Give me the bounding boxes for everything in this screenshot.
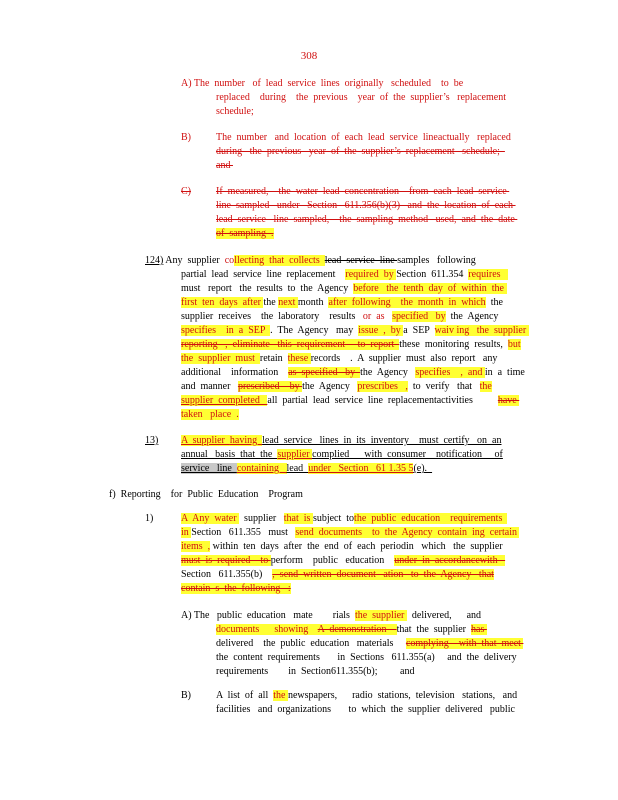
text-run: the supplier must [181, 353, 260, 364]
text-run: requirements in Section611.355(b); and [216, 666, 415, 677]
text-run: samples following [397, 255, 476, 266]
text-run: supplier completed [181, 395, 268, 406]
text-run: prescribes , [357, 381, 408, 392]
text-run: complying with that meet [405, 638, 524, 649]
text-run: these monitoring results, [399, 339, 508, 350]
text-line [216, 665, 414, 678]
text-run: and [216, 160, 233, 171]
text-line [145, 254, 476, 267]
text-line [181, 131, 191, 144]
text-run: items , [181, 541, 211, 552]
text-run: facilities and organizations to which the supplier delivered public [216, 704, 515, 715]
text-run: after following the month in which [328, 297, 486, 308]
text-run: during the previous year of the supplier’s replacement schedule; [216, 146, 505, 157]
text-run: replaced during the previous year of the supplier’s replacement [216, 92, 506, 103]
text-line [216, 689, 517, 702]
text-run: delivered the public education materials [216, 638, 406, 649]
text-line [181, 568, 494, 581]
text-run: subject to [312, 513, 355, 524]
text-run: documents showing [216, 624, 318, 635]
text-run: co [224, 255, 235, 266]
text-line [181, 352, 497, 365]
text-run: supplier [277, 449, 313, 460]
text-run: in a time [484, 367, 525, 378]
text-run: C) [181, 186, 191, 197]
text-run: schedule; [216, 106, 254, 117]
text-line [181, 526, 519, 539]
text-line [181, 268, 508, 281]
text-line [181, 689, 191, 702]
text-line [216, 185, 509, 198]
text-run: reporting , eliminate this requirement to report [181, 339, 400, 350]
text-run: service line [181, 463, 237, 474]
text-run: llecting that collects [234, 255, 325, 266]
text-run: newspapers, radio stations, television stations, and [287, 690, 518, 701]
text-run: B) [181, 132, 191, 143]
text-run: lead service line sampled, the sampling method used, and the date [216, 214, 518, 225]
text-run: send documents to the Agency contain ing certain [295, 527, 520, 538]
text-run: A supplier [181, 435, 230, 446]
text-line [216, 199, 516, 212]
text-run: the content requirements in Sections 611.355(a) and the delivery [216, 652, 517, 663]
text-run: have [497, 395, 520, 406]
text-line [181, 338, 521, 351]
text-line [181, 282, 507, 295]
text-run: the public education requirements [354, 513, 508, 524]
text-line [181, 408, 239, 421]
text-run: . The Agency may [270, 325, 359, 336]
text-run: having [229, 435, 263, 446]
text-run: A Any water [181, 513, 240, 524]
text-run: Section 611.355 must [191, 527, 296, 538]
text-line [181, 324, 529, 337]
text-line [216, 227, 274, 240]
text-run: the supplier [354, 610, 407, 621]
text-run: the Agency [360, 367, 416, 378]
text-run: must report the results to the Agency [181, 283, 354, 294]
text-run: as specified by [288, 367, 361, 378]
text-run: If measured, the water lead concentration from each lead service [216, 186, 510, 197]
text-run: (e). [413, 463, 433, 474]
text-run: lead [286, 463, 309, 474]
text-line [181, 462, 432, 475]
text-run: under Section 61 1.35 5 [308, 463, 414, 474]
text-run: or as [362, 311, 393, 322]
text-line [181, 540, 503, 553]
text-line [181, 380, 492, 393]
text-run: that is [283, 513, 313, 524]
text-run: waiv ing the supplier [434, 325, 529, 336]
text-run: A) The number of lead service lines originally scheduled to be [181, 78, 464, 89]
text-run: B) [181, 690, 191, 701]
text-run: supplier [239, 513, 284, 524]
text-run: records . A supplier must also report any [310, 353, 498, 364]
text-run: lead service lines in its inventory must certify on an [262, 435, 502, 446]
text-run: , send written document ation to the Agency that [272, 569, 494, 580]
text-line [216, 703, 515, 716]
text-run: line sampled under Section 611.356(b)(3) and the location of each [216, 200, 516, 211]
text-line [109, 488, 303, 501]
text-run: f) Reporting for Public Education Program [109, 489, 303, 500]
text-line [181, 394, 519, 407]
text-run: A demonstration [317, 624, 397, 635]
text-run: the [263, 297, 279, 308]
page-number: 308 [300, 50, 318, 62]
text-run: first ten days after [181, 297, 264, 308]
text-line [181, 512, 507, 525]
text-run: of sampling . [216, 228, 274, 239]
text-line [181, 77, 463, 90]
text-line [216, 637, 523, 650]
text-line [181, 185, 191, 198]
text-run: the [485, 297, 503, 308]
text-run: all partial lead service line replacementactivities [267, 395, 498, 406]
text-run: 124) [145, 255, 164, 266]
text-line [216, 651, 517, 664]
text-run: perform public education [270, 555, 395, 566]
text-run: must is required to [181, 555, 271, 566]
text-run: contain s the following : [181, 583, 291, 594]
text-run: a SEP [403, 325, 435, 336]
text-run: within ten days after the end of each periodin which the supplier [210, 541, 503, 552]
text-line [181, 554, 505, 567]
text-run: these [287, 353, 311, 364]
text-run: containing [236, 463, 287, 474]
text-run: Any supplier [163, 255, 225, 266]
text-run: delivered, and [406, 610, 482, 621]
text-run: retain [259, 353, 288, 364]
text-run: partial lead service line replacement [181, 269, 346, 280]
text-line [181, 296, 503, 309]
text-run: additional information [181, 367, 289, 378]
text-line [216, 213, 517, 226]
text-run: specifies in a SEP [181, 325, 271, 336]
text-run: but [507, 339, 521, 350]
text-run: next [278, 297, 298, 308]
text-line [216, 91, 506, 104]
text-run: 13) [145, 435, 159, 446]
text-run: has [471, 624, 487, 635]
text-run: the [273, 690, 288, 701]
text-run: in [181, 527, 192, 538]
text-run: the [479, 381, 492, 392]
text-line [181, 448, 503, 461]
text-run: The number and location of each lead service lineactually replaced [216, 132, 511, 143]
text-run: Section 611.354 [396, 269, 469, 280]
text-run: the Agency [302, 381, 358, 392]
text-run: month [297, 297, 329, 308]
text-run: Section 611.355(b) [181, 569, 273, 580]
text-line [216, 105, 254, 118]
text-run: to verify that [407, 381, 480, 392]
text-line [145, 512, 153, 525]
text-line [181, 609, 481, 622]
text-run: before the tenth day of within the [353, 283, 507, 294]
text-line [181, 582, 291, 595]
text-run: that the supplier [396, 624, 471, 635]
text-line [181, 434, 502, 447]
text-line [216, 159, 233, 172]
text-run: specifies , and [415, 367, 485, 378]
text-run: 1) [145, 513, 154, 524]
text-run: and manner [181, 381, 238, 392]
text-run: required by [345, 269, 397, 280]
text-run: prescribed by [237, 381, 303, 392]
text-run: taken place . [181, 409, 239, 420]
text-line [145, 434, 158, 447]
text-line [216, 131, 511, 144]
text-run: the Agency [445, 311, 499, 322]
text-run: complied with consumer notification of [312, 449, 503, 460]
text-run: specified by [392, 311, 446, 322]
text-line [181, 310, 498, 323]
text-run: requires [468, 269, 509, 280]
text-run: A) The public education mate rials [181, 610, 355, 621]
text-run: under in accordancewith [394, 555, 506, 566]
text-run: supplier receives the laboratory results [181, 311, 363, 322]
text-run: annual basis that the [181, 449, 278, 460]
text-line [216, 145, 505, 158]
text-run: A list of all [216, 690, 274, 701]
text-run: lead service line [324, 255, 398, 266]
text-line [181, 366, 525, 379]
text-line [216, 623, 487, 636]
text-run: issue , by [358, 325, 404, 336]
